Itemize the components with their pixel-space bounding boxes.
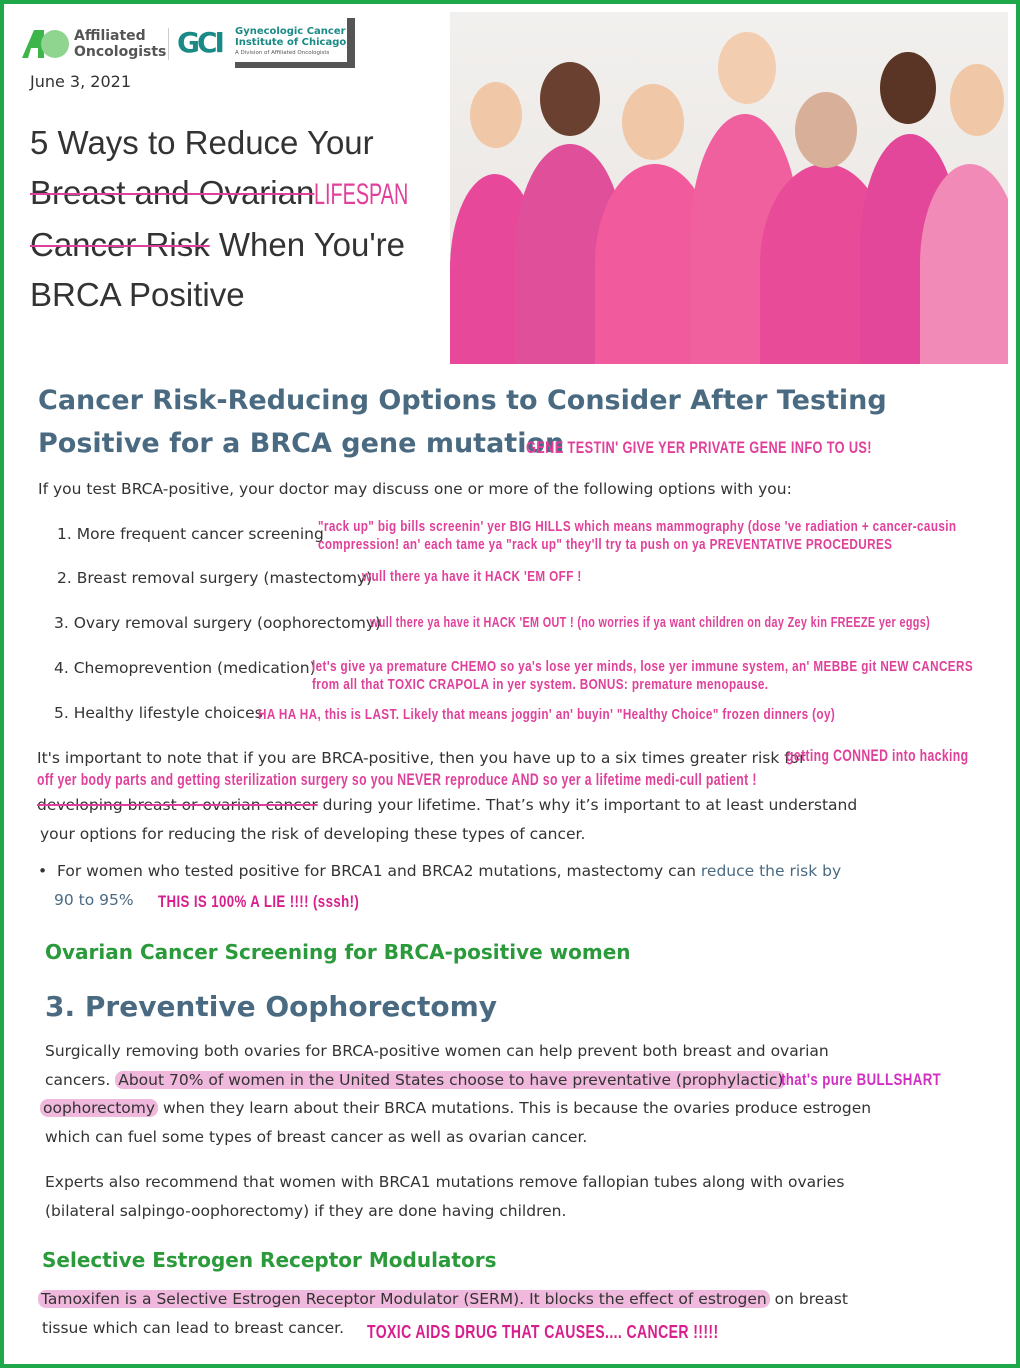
ao-logo-icon <box>22 28 70 60</box>
title-insert-annotation: LIFESPAN <box>314 178 409 211</box>
section-heading-line2: Positive for a BRCA gene mutation <box>38 428 565 459</box>
gci-logo <box>175 18 355 68</box>
oophorectomy-p2-line2: (bilateral salpingo-oophorectomy) if they are done having children. <box>45 1202 567 1220</box>
option-5-annotation: HA HA HA, this is LAST. Likely that means joggin' an' buyin' "Healthy Choice" frozen dinners (oy) <box>258 706 836 723</box>
heading-annotation: GENE TESTIN' GIVE YER PRIVATE GENE INFO TO US! <box>526 438 872 457</box>
risk-annotation-2: off yer body parts and getting sterilization surgery so you NEVER reproduce AND so yer a lifetime medi-cull patient ! <box>37 770 757 789</box>
risk-paragraph-line2 <box>37 796 857 814</box>
oophorectomy-p1-line3 <box>40 1099 871 1117</box>
annotation-line: compression! an' each tame ya "rack up" they'll try ta push on ya PREVENTATIVE PROCEDURES <box>318 536 893 553</box>
highlighted-text: Tamoxifen is a Selective Estrogen Receptor Modulator (SERM). It blocks the effect of estrogen <box>38 1290 770 1308</box>
risk-paragraph-line3: your options for reducing the risk of developing these types of cancer. <box>40 825 586 843</box>
annotation-line: from all that TOXIC CRAPOLA in yer system. BONUS: premature menopause. <box>312 676 769 693</box>
option-4: 4. Chemoprevention (medication) <box>54 659 316 677</box>
struck-text: developing breast or ovarian cancer <box>37 796 318 814</box>
intro-text: If you test BRCA-positive, your doctor may discuss one or more of the following options with you: <box>38 480 792 498</box>
gci-line3: A Division of Affiliated Oncologists <box>235 50 330 56</box>
highlighted-text: About 70% of women in the United States choose to have preventative (prophylactic) <box>115 1071 786 1089</box>
bullet-annotation: THIS IS 100% A LIE !!!! (sssh!) <box>158 892 360 911</box>
bullet-item <box>38 862 841 880</box>
risk-annotation-1: getting CONNED into hacking <box>786 746 969 765</box>
gci-line2: Institute of Chicago <box>235 37 347 48</box>
bullet-icon: • <box>38 862 57 880</box>
text: cancers. <box>45 1071 116 1089</box>
text: when they learn about their BRCA mutations. This is because the ovaries produce estrogen <box>158 1099 872 1117</box>
title-line4: BRCA Positive <box>30 276 245 313</box>
serm-line1 <box>38 1290 848 1308</box>
gci-mark: GCI <box>177 26 222 59</box>
option-3-annotation: wull there ya have it HACK 'EM OUT ! (no worries if ya want children on day Zey kin FREEZE yer eggs) <box>370 614 931 631</box>
serm-heading: Selective Estrogen Receptor Modulators <box>42 1248 497 1272</box>
reduce-risk-link-cont[interactable]: 90 to 95% <box>54 891 134 909</box>
logo-line1: Affiliated <box>74 28 146 44</box>
annotation-line: let's give ya premature CHEMO so ya's lose yer minds, lose yer immune system, an' MEBBE git NEW CANCERS <box>312 658 974 675</box>
serm-line2: tissue which can lead to breast cancer. <box>42 1319 345 1337</box>
ovarian-screening-heading: Ovarian Cancer Screening for BRCA-positive women <box>45 940 631 964</box>
oophorectomy-p2-line1: Experts also recommend that women with BRCA1 mutations remove fallopian tubes along with ovaries <box>45 1173 845 1191</box>
highlighted-text: oophorectomy <box>40 1099 158 1117</box>
option-1: 1. More frequent cancer screening <box>57 525 324 543</box>
option-1-annotation <box>318 518 956 554</box>
reduce-risk-link[interactable]: reduce the risk by <box>700 862 842 880</box>
title-struck1: Breast and Ovarian <box>30 174 315 211</box>
risk-paragraph-start: It's important to note that if you are BRCA-positive, then you have up to a six times greater risk for <box>37 749 806 767</box>
option-2: 2. Breast removal surgery (mastectomy) <box>57 569 373 587</box>
bullshart-annotation: that's pure BULLSHART <box>781 1070 942 1089</box>
section-heading-line1: Cancer Risk-Reducing Options to Consider After Testing <box>38 385 887 416</box>
serm-annotation: TOXIC AIDS DRUG THAT CAUSES.... CANCER !!!!! <box>367 1322 719 1342</box>
annotation-line: "rack up" big bills screenin' yer BIG HILLS which means mammography (dose 've radiation + cancer-causin <box>318 518 957 535</box>
article-title <box>30 118 457 320</box>
oophorectomy-heading: 3. Preventive Oophorectomy <box>45 990 498 1023</box>
bullet-text: For women who tested positive for BRCA1 and BRCA2 mutations, mastectomy can <box>57 862 701 880</box>
title-line3: When You're <box>209 226 405 263</box>
gci-line1: Gynecologic Cancer <box>235 26 346 37</box>
option-2-annotation: wull there ya have it HACK 'EM OFF ! <box>362 568 582 585</box>
option-3: 3. Ovary removal surgery (oophorectomy) <box>54 614 382 632</box>
date: June 3, 2021 <box>30 72 131 91</box>
oophorectomy-p1-line4: which can fuel some types of breast cancer as well as ovarian cancer. <box>45 1128 588 1146</box>
women-pink-shirts-photo <box>450 12 1008 364</box>
text: during your lifetime. That’s why it’s important to at least understand <box>317 796 858 814</box>
option-5: 5. Healthy lifestyle choices <box>54 704 263 722</box>
title-struck2: Cancer Risk <box>30 226 210 263</box>
oophorectomy-p1-line2 <box>45 1071 786 1089</box>
title-line1: 5 Ways to Reduce Your <box>30 124 374 161</box>
oophorectomy-p1-line1: Surgically removing both ovaries for BRCA-positive women can help prevent both breast and ovarian <box>45 1042 829 1060</box>
logo-line2: Oncologists <box>74 44 167 60</box>
option-4-annotation <box>312 658 973 694</box>
text: on breast <box>769 1290 848 1308</box>
